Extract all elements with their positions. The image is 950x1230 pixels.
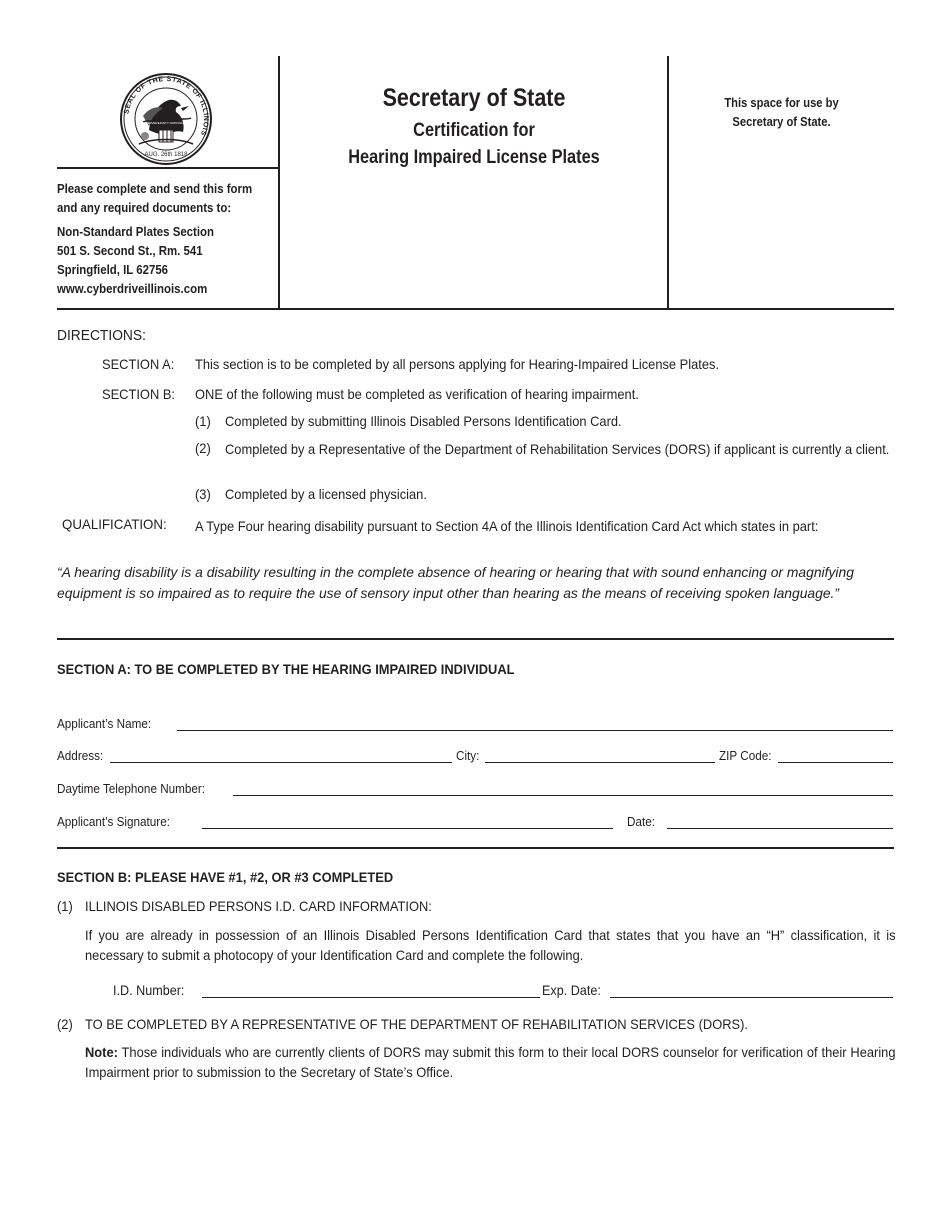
form-subtitle-line1: Certification for [413,120,535,141]
phone-field[interactable] [233,795,893,796]
directions-heading: DIRECTIONS: [57,327,146,344]
zip-code-label: ZIP Code: [719,748,772,763]
mailing-address-line3: Springfield, IL 62756 [57,262,169,277]
section-b-item-1-title: ILLINOIS DISABLED PERSONS I.D. CARD INFORMATION: [85,898,432,914]
header-divider-left [278,56,280,310]
city-label: City: [456,748,480,763]
section-b-top-rule [57,847,894,849]
send-instructions-line2: and any required documents to: [57,200,232,215]
note-label: Note: [85,1044,118,1060]
signature-label: Applicant’s Signature: [57,814,170,829]
section-a-top-rule [57,638,894,640]
direction-item-1-text: Completed by submitting Illinois Disabled Persons Identification Card. [225,413,622,429]
form-subtitle-line2: Hearing Impaired License Plates [348,147,600,168]
date-label: Date: [627,814,655,829]
direction-item-2-text: Completed by a Representative of the Department of Rehabilitation Services (DORS) if applicant is currently a client. [225,441,890,457]
signature-field[interactable] [202,828,613,829]
address-label: Address: [57,748,104,763]
svg-text:SEAL OF THE STATE OF ILLINOIS: SEAL OF THE STATE OF ILLINOIS [123,75,210,137]
direction-item-2-num: (2) [195,440,211,456]
send-instructions-line1: Please complete and send this form [57,181,253,196]
office-use-line1: This space for use by [724,95,839,110]
illinois-state-seal [119,72,213,166]
id-number-field[interactable] [202,997,540,998]
direction-item-3-text: Completed by a licensed physician. [225,486,427,502]
website-link[interactable]: www.cyberdriveillinois.com [57,281,208,296]
mailing-address-line2: 501 S. Second St., Rm. 541 [57,243,203,258]
section-b-text: of the following must be completed as verification of hearing impairment. [222,386,639,402]
qualification-text: A Type Four hearing disability pursuant to Section 4A of the Illinois Identification Card Act which states in part: [195,518,819,534]
applicant-name-field[interactable] [177,730,893,731]
id-number-label: I.D. Number: [113,982,185,998]
header-bottom-rule [57,308,894,310]
exp-date-label: Exp. Date: [542,982,601,998]
qualification-label: QUALIFICATION: [62,516,167,532]
svg-text:STATE SOVEREIGNTY NATIONAL UNI: STATE SOVEREIGNTY NATIONAL UNION [137,121,195,125]
office-use-line2: Secretary of State. [732,114,831,129]
phone-label: Daytime Telephone Number: [57,781,206,796]
note-text: Those individuals who are currently clients of DORS may submit this form to their local DORS counselor for verification of their Hearing Impairment prior to submission to the Secretary of State’s Office. [85,1044,896,1080]
section-b-emphasis: ONE [195,386,223,402]
seal-underline [57,167,279,169]
section-b-description [195,386,639,402]
applicant-name-label: Applicant’s Name: [57,716,152,731]
address-field[interactable] [110,762,452,763]
section-a-description: This section is to be completed by all persons applying for Hearing-Impaired License Plates. [195,356,720,372]
section-b-note [85,1042,896,1082]
city-field[interactable] [485,762,715,763]
header-divider-right [667,56,669,310]
qualification-quote: “A hearing disability is a disability resulting in the complete absence of hearing or hearing that with sound enhancing or magnifying equipment is so impaired as to require the use of sensory input other than hearing as the means of receiving spoken language.” [57,564,854,601]
exp-date-field[interactable] [610,997,893,998]
section-b-item-2-num: (2) [57,1016,73,1032]
page-title: Secretary of State [382,84,566,112]
direction-item-1-num: (1) [195,413,211,429]
date-field[interactable] [667,828,893,829]
section-a-label: SECTION A: [102,356,175,372]
section-b-item-1-text: If you are already in possession of an Illinois Disabled Persons Identification Card that states that you have an “H” classification, it is necessary to submit a photocopy of your Identification Card and complete the following. [85,927,896,963]
svg-text:AUG. 26th 1818: AUG. 26th 1818 [144,152,188,158]
section-b-label: SECTION B: [102,386,176,402]
section-b-title: SECTION B: PLEASE HAVE #1, #2, OR #3 COMPLETED [57,869,394,885]
section-b-item-2-title: TO BE COMPLETED BY A REPRESENTATIVE OF THE DEPARTMENT OF REHABILITATION SERVICES (DORS). [85,1016,748,1032]
zip-code-field[interactable] [778,762,893,763]
section-b-item-1-num: (1) [57,898,73,914]
section-a-title: SECTION A: TO BE COMPLETED BY THE HEARING IMPAIRED INDIVIDUAL [57,661,515,677]
mailing-address-line1: Non-Standard Plates Section [57,224,215,239]
direction-item-3-num: (3) [195,486,211,502]
